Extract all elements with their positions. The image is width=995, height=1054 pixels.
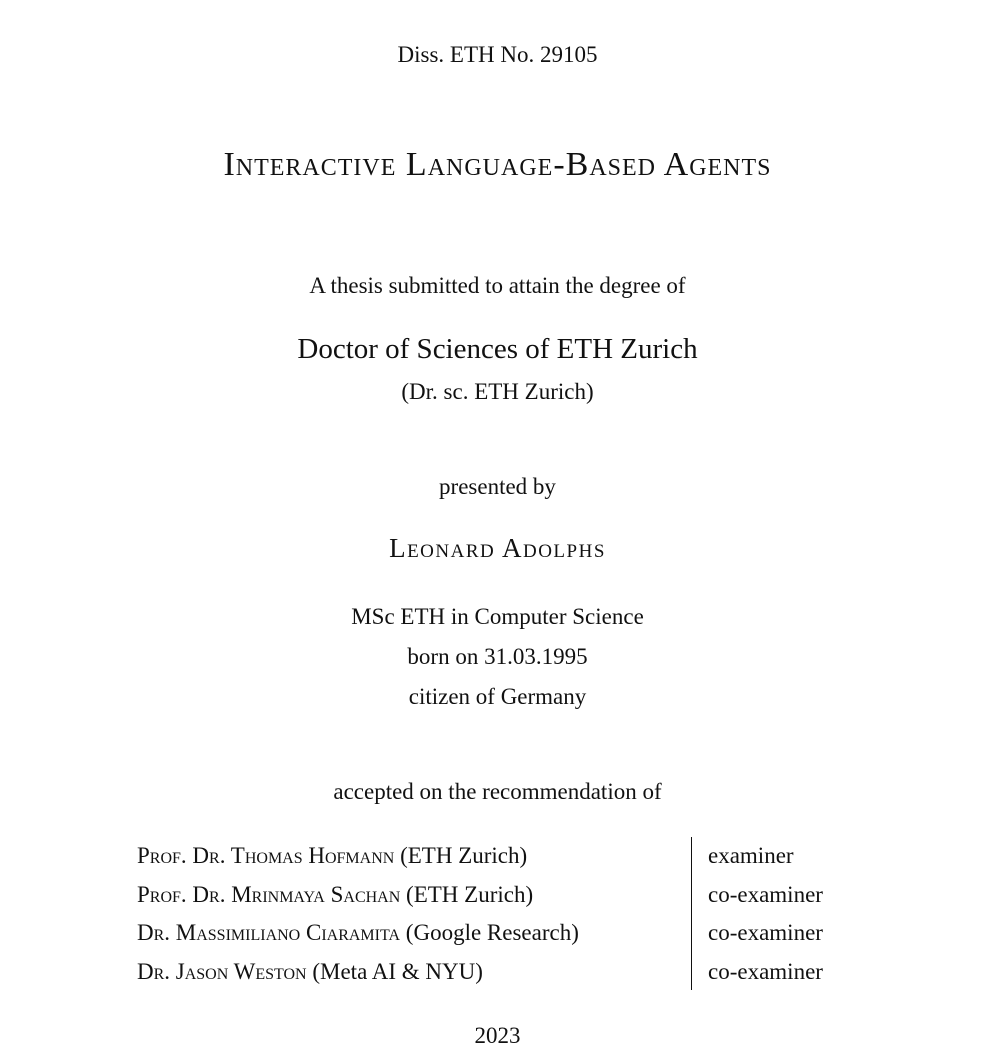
thesis-title: Interactive Language-Based Agents: [223, 146, 772, 183]
member-name: Dr. Jason Weston: [137, 958, 307, 984]
member-name: Prof. Dr. Thomas Hofmann: [137, 843, 395, 869]
member-name: Prof. Dr. Mrinmaya Sachan: [137, 881, 401, 907]
member-role: co-examiner: [708, 958, 823, 984]
member-name: Dr. Massimiliano Ciaramita: [137, 920, 401, 946]
committee-member: [137, 843, 692, 869]
dissertation-number: Diss. ETH No. 29105: [397, 42, 598, 67]
committee-row: [137, 876, 823, 915]
committee-member: [137, 882, 692, 908]
committee-row: [137, 914, 823, 953]
member-affiliation: (Google Research): [400, 920, 579, 946]
member-role: examiner: [708, 843, 794, 869]
committee-table: [137, 837, 823, 991]
member-role: co-examiner: [708, 881, 823, 907]
author-citizenship: citizen of Germany: [408, 684, 587, 709]
degree-name: Doctor of Sciences of ETH Zurich: [297, 333, 698, 365]
presented-by-text: presented by: [439, 474, 556, 499]
committee-member: [137, 920, 692, 946]
author-name: Leonard Adolphs: [389, 533, 606, 563]
committee-row: [137, 837, 823, 876]
committee-row: [137, 953, 823, 992]
submitted-text: A thesis submitted to attain the degree of: [309, 273, 686, 298]
accepted-text: accepted on the recommendation of: [333, 779, 662, 804]
committee-divider: [691, 837, 692, 990]
publication-year: 2023: [474, 1023, 521, 1048]
member-affiliation: (ETH Zurich): [394, 843, 528, 869]
member-role: co-examiner: [708, 920, 823, 946]
author-birthdate: born on 31.03.1995: [407, 644, 588, 669]
member-affiliation: (ETH Zurich): [400, 881, 534, 907]
degree-abbreviation: (Dr. sc. ETH Zurich): [401, 379, 594, 404]
author-degree: MSc ETH in Computer Science: [351, 604, 644, 629]
committee-member: [137, 959, 692, 985]
member-affiliation: (Meta AI & NYU): [306, 958, 483, 984]
